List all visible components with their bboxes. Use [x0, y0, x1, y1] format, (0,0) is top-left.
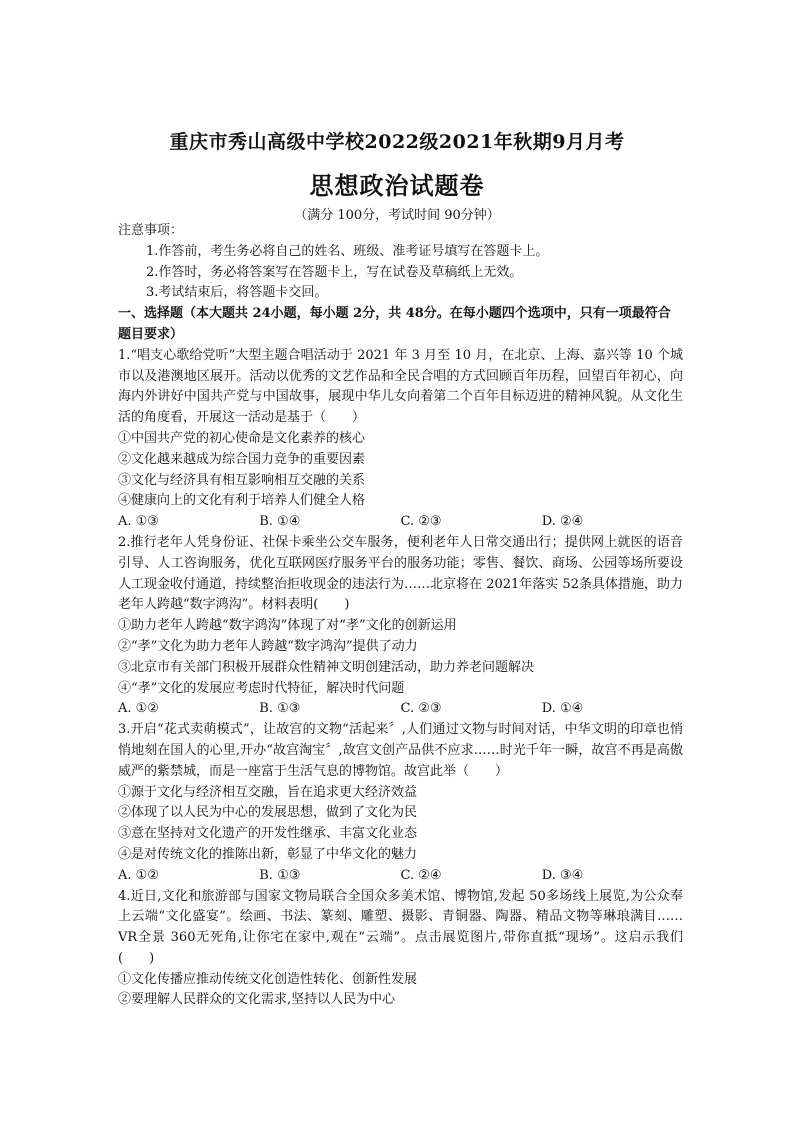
- question-stem: 3.开启“花式卖萌模式”，让故宫的文物“活起来〞,人们通过文物与时间对话，中华文明的印章也悄悄地刻在国人的心里,开办“故宫淘宝〞,故宫文创产品供不应求……时光千年一瞬，故宫不再是高傲威严的紫禁城，而是一座富于生活气息的博物馆。故宫此举（ ）: [118, 722, 683, 779]
- statement: ①文化传播应推动传统文化创造性转化、创新性发展: [118, 971, 418, 987]
- section-heading: 一、选择题（本大题共 24小题，每小题 2分，共 48分。在每小题四个选项中，只有一项最符合题目要求）: [118, 306, 671, 342]
- statement: ②体现了以人民为中心的发展思想，做到了文化为民: [118, 805, 418, 821]
- exam-content: [118, 221, 683, 1011]
- notice-item: 1.作答前，考生务必将自己的姓名、班级、准考证号填写在答题卡上。: [146, 243, 549, 259]
- notice-item: 3.考试结束后，将答题卡交回。: [146, 285, 328, 301]
- statement: ②文化越来越成为综合国力竞争的重要因素: [118, 451, 366, 467]
- statement: ①中国共产党的初心使命是文化素养的核心: [118, 430, 366, 446]
- option-d: D. ②④: [541, 514, 584, 530]
- option-d: D. ①④: [541, 701, 584, 717]
- statement: ②“孝”文化为助力老年人跨越“数字鸿沟”提供了动力: [118, 638, 418, 654]
- statement: ③北京市有关部门积极开展群众性精神文明创建活动，助力养老问题解决: [118, 659, 535, 675]
- option-b: B. ①③: [259, 867, 301, 883]
- answer-options: [118, 866, 683, 887]
- option-a: A. ①③: [118, 514, 159, 530]
- option-b: B. ①④: [259, 514, 301, 530]
- statement: ④健康向上的文化有利于培养人们健全人格: [118, 493, 366, 509]
- score-info: （满分 100分，考试时间 90分钟）: [294, 208, 500, 223]
- answer-options: [118, 512, 683, 533]
- statement: ①源于文化与经济相互交融，旨在追求更大经济效益: [118, 784, 418, 800]
- statement: ④“孝”文化的发展应考虑时代特征，解决时代问题: [118, 680, 405, 696]
- notice-item: 2.作答时，务必将答案写在答题卡上，写在试卷及草稿纸上无效。: [146, 264, 523, 280]
- option-c: C. ②④: [400, 867, 442, 883]
- statement: ①助力老年人跨越“数字鸿沟”体现了对“孝”文化的创新运用: [118, 618, 457, 634]
- question-stem: 2.推行老年人凭身份证、社保卡乘坐公交车服务，便利老年人日常交通出行；提供网上就医的语音引导、人工咨询服务，优化互联网医疗服务平台的服务功能；零售、餐饮、商场、公园等场所要设人工现金收付通道，持续整治拒收现金的违法行为……北京将在 2021年落实 52条具体措施，助力老年人跨越“数字鸿沟”。材料表明( ): [118, 534, 683, 613]
- option-b: B. ①③: [259, 701, 301, 717]
- option-a: A. ①②: [118, 701, 159, 717]
- option-c: C. ②③: [400, 514, 442, 530]
- statement: ②要理解人民群众的文化需求,坚持以人民为中心: [118, 992, 396, 1008]
- answer-options: [118, 699, 683, 720]
- notice-heading: 注意事项：: [118, 223, 184, 238]
- statement: ③文化与经济具有相互影响相互交融的关系: [118, 472, 366, 488]
- question-stem: 4.近日,文化和旅游部与国家文物局联合全国众多美术馆、博物馆,发起 50多场线上展览,为公众奉上云端“文化盛宴”。绘画、书法、篆刻、雕塑、摄影、青铜器、陶器、精品文物等琳琅满目……VR全景 360无死角,让你宅在家中,观在“云端”。点击展览图片,带你直抵“现场”。这启示我们( ): [118, 888, 683, 966]
- statement: ③意在坚持对文化遗产的开发性继承、丰富文化业态: [118, 826, 418, 842]
- option-a: A. ①②: [118, 867, 159, 883]
- statement: ④是对传统文化的推陈出新，彰显了中华文化的魅力: [118, 846, 418, 862]
- subject-title: 思想政治试题卷: [309, 171, 485, 200]
- option-c: C. ②③: [400, 701, 442, 717]
- option-d: D. ③④: [541, 867, 584, 883]
- exam-title: 重庆市秀山高级中学校2022级2021年秋期9月月考: [169, 131, 625, 153]
- question-stem: 1.“唱支心歌给党听”大型主题合唱活动于 2021 年 3 月至 10 月，在北京、上海、嘉兴等 10 个城市以及港澳地区展开。活动以优秀的文艺作品和全民合唱的方式回顾百年历程，回望百年初心，向海内外讲好中国共产党与中国故事，展现中华儿女向着第二个百年目标迈进的精神风貌。从文化生活的角度看，开展这一活动是基于（ ）: [118, 347, 683, 426]
